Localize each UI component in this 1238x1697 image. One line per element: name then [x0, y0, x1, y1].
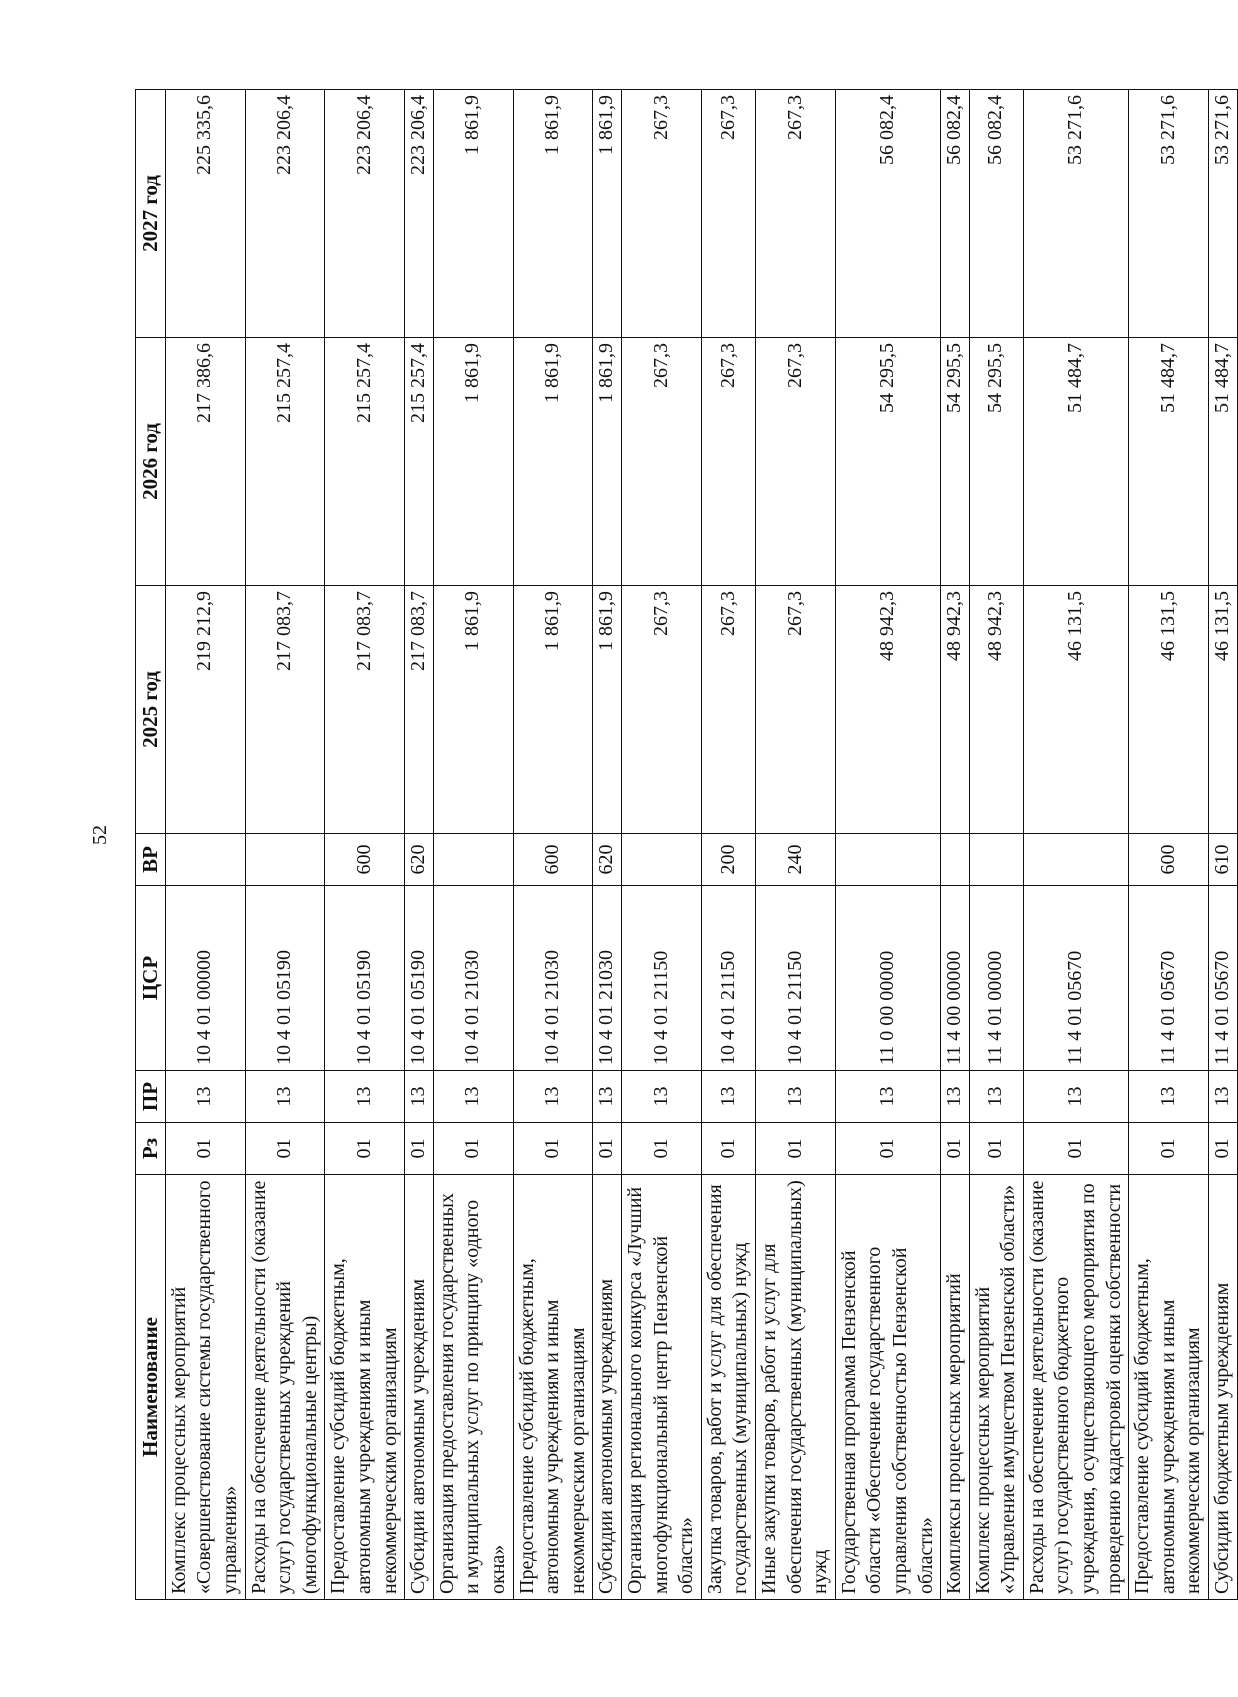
cell-csr: 10 4 01 21030: [593, 886, 622, 1071]
cell-vr: 610: [1209, 834, 1238, 886]
cell-csr: 10 4 01 05190: [405, 886, 434, 1071]
cell-pr: 13: [1023, 1071, 1128, 1123]
cell-vr: [245, 834, 325, 886]
header-2025: 2025 год: [136, 586, 166, 834]
cell-y2025: 267,3: [621, 586, 701, 834]
header-rz: Рз: [136, 1123, 166, 1175]
rotated-table-wrapper: [135, 90, 1234, 1600]
cell-pr: 13: [1209, 1071, 1238, 1123]
cell-y2027: 56 082,4: [969, 90, 1023, 338]
cell-csr: 10 4 01 21150: [755, 886, 835, 1071]
table-row: [513, 90, 593, 1600]
cell-y2027: 267,3: [701, 90, 755, 338]
cell-y2027: 267,3: [755, 90, 835, 338]
cell-pr: 13: [835, 1071, 940, 1123]
cell-y2025: 1 861,9: [593, 586, 622, 834]
cell-csr: 11 0 00 00000: [835, 886, 940, 1071]
cell-name: Комплекс процессных мероприятий «Совершенствование системы государственного управления»: [165, 1175, 245, 1600]
cell-name: Субсидии бюджетным учреждениям: [1209, 1175, 1238, 1600]
table-row: [1023, 90, 1128, 1600]
table-header-row: [136, 90, 166, 1600]
cell-y2025: 267,3: [701, 586, 755, 834]
table-row: [1209, 90, 1238, 1600]
cell-vr: 620: [593, 834, 622, 886]
cell-rz: 01: [165, 1123, 245, 1175]
header-pr: ПР: [136, 1071, 166, 1123]
cell-y2025: 267,3: [755, 586, 835, 834]
cell-vr: [165, 834, 245, 886]
cell-csr: 11 4 01 00000: [969, 886, 1023, 1071]
cell-y2027: 267,3: [621, 90, 701, 338]
cell-pr: 13: [325, 1071, 405, 1123]
cell-y2025: 217 083,7: [325, 586, 405, 834]
cell-rz: 01: [405, 1123, 434, 1175]
cell-csr: 11 4 01 05670: [1129, 886, 1209, 1071]
cell-rz: 01: [325, 1123, 405, 1175]
cell-name: Иные закупки товаров, работ и услуг для обеспечения государственных (муниципальных) нужд: [755, 1175, 835, 1600]
cell-csr: 10 4 01 21150: [621, 886, 701, 1071]
cell-pr: 13: [755, 1071, 835, 1123]
cell-y2026: 215 257,4: [245, 338, 325, 586]
table-row: [755, 90, 835, 1600]
cell-y2026: 51 484,7: [1023, 338, 1128, 586]
page-number: 52: [89, 825, 111, 845]
cell-rz: 01: [513, 1123, 593, 1175]
cell-name: Организация предоставления государственных и муниципальных услуг по принципу «одного окна»: [433, 1175, 513, 1600]
cell-y2027: 53 271,6: [1023, 90, 1128, 338]
cell-vr: [1023, 834, 1128, 886]
cell-name: Комплексы процессных мероприятий: [941, 1175, 970, 1600]
cell-y2027: 1 861,9: [513, 90, 593, 338]
cell-pr: 13: [621, 1071, 701, 1123]
cell-csr: 11 4 01 05670: [1209, 886, 1238, 1071]
cell-name: Государственная программа Пензенской области «Обеспечение государственного управления собственностью Пензенской области»: [835, 1175, 940, 1600]
cell-pr: 13: [1129, 1071, 1209, 1123]
cell-y2027: 53 271,6: [1129, 90, 1209, 338]
cell-rz: 01: [621, 1123, 701, 1175]
cell-name: Предоставление субсидий бюджетным, автономным учреждениям и иным некоммерческим организациям: [325, 1175, 405, 1600]
cell-name: Предоставление субсидий бюджетным, автономным учреждениям и иным некоммерческим организациям: [1129, 1175, 1209, 1600]
cell-y2025: 46 131,5: [1023, 586, 1128, 834]
cell-y2025: 48 942,3: [835, 586, 940, 834]
cell-y2025: 46 131,5: [1209, 586, 1238, 834]
cell-y2026: 1 861,9: [513, 338, 593, 586]
cell-csr: 10 4 01 05190: [325, 886, 405, 1071]
cell-y2026: 51 484,7: [1129, 338, 1209, 586]
header-2026: 2026 год: [136, 338, 166, 586]
cell-rz: 01: [969, 1123, 1023, 1175]
cell-rz: 01: [1129, 1123, 1209, 1175]
cell-vr: 620: [405, 834, 434, 886]
budget-table: [135, 89, 1238, 1600]
table-row: [941, 90, 970, 1600]
table-row: [969, 90, 1023, 1600]
cell-y2025: 1 861,9: [433, 586, 513, 834]
cell-pr: 13: [245, 1071, 325, 1123]
cell-pr: 13: [701, 1071, 755, 1123]
cell-vr: 240: [755, 834, 835, 886]
cell-y2026: 1 861,9: [433, 338, 513, 586]
cell-rz: 01: [1209, 1123, 1238, 1175]
cell-pr: 13: [969, 1071, 1023, 1123]
cell-vr: [835, 834, 940, 886]
cell-y2026: 51 484,7: [1209, 338, 1238, 586]
table-row: [325, 90, 405, 1600]
cell-name: Организация регионального конкурса «Лучший многофункциональный центр Пензенской области»: [621, 1175, 701, 1600]
cell-name: Расходы на обеспечение деятельности (оказание услуг) государственного бюджетного учреждения, осуществляющего мероприятия по проведению кадастровой оценки собственности: [1023, 1175, 1128, 1600]
cell-y2026: 267,3: [621, 338, 701, 586]
cell-vr: 600: [1129, 834, 1209, 886]
cell-y2026: 54 295,5: [835, 338, 940, 586]
cell-y2025: 48 942,3: [941, 586, 970, 834]
cell-y2025: 219 212,9: [165, 586, 245, 834]
cell-rz: 01: [593, 1123, 622, 1175]
cell-pr: 13: [593, 1071, 622, 1123]
cell-pr: 13: [165, 1071, 245, 1123]
cell-rz: 01: [941, 1123, 970, 1175]
cell-name: Закупка товаров, работ и услуг для обеспечения государственных (муниципальных) нужд: [701, 1175, 755, 1600]
table-row: [621, 90, 701, 1600]
cell-rz: 01: [755, 1123, 835, 1175]
cell-csr: 10 4 01 05190: [245, 886, 325, 1071]
cell-rz: 01: [835, 1123, 940, 1175]
table-row: [835, 90, 940, 1600]
cell-y2026: 217 386,6: [165, 338, 245, 586]
cell-y2027: 223 206,4: [245, 90, 325, 338]
cell-y2027: 56 082,4: [835, 90, 940, 338]
cell-name: Расходы на обеспечение деятельности (оказание услуг) государственных учреждений (многофункциональные центры): [245, 1175, 325, 1600]
cell-vr: 600: [513, 834, 593, 886]
table-body: [165, 90, 1237, 1600]
table-row: [1129, 90, 1209, 1600]
cell-y2026: 215 257,4: [405, 338, 434, 586]
table-row: [593, 90, 622, 1600]
cell-name: Комплекс процессных мероприятий «Управление имуществом Пензенской области»: [969, 1175, 1023, 1600]
cell-y2027: 1 861,9: [593, 90, 622, 338]
cell-pr: 13: [433, 1071, 513, 1123]
cell-y2025: 48 942,3: [969, 586, 1023, 834]
header-vr: ВР: [136, 834, 166, 886]
cell-vr: [433, 834, 513, 886]
cell-y2025: 1 861,9: [513, 586, 593, 834]
cell-y2027: 1 861,9: [433, 90, 513, 338]
cell-y2026: 267,3: [701, 338, 755, 586]
cell-y2027: 223 206,4: [325, 90, 405, 338]
cell-pr: 13: [513, 1071, 593, 1123]
cell-vr: [941, 834, 970, 886]
cell-vr: 600: [325, 834, 405, 886]
table-row: [405, 90, 434, 1600]
cell-csr: 11 4 01 05670: [1023, 886, 1128, 1071]
cell-y2027: 223 206,4: [405, 90, 434, 338]
cell-y2027: 56 082,4: [941, 90, 970, 338]
cell-csr: 10 4 01 21150: [701, 886, 755, 1071]
cell-vr: 200: [701, 834, 755, 886]
cell-y2027: 225 335,6: [165, 90, 245, 338]
cell-pr: 13: [941, 1071, 970, 1123]
cell-y2026: 215 257,4: [325, 338, 405, 586]
cell-rz: 01: [701, 1123, 755, 1175]
cell-y2026: 1 861,9: [593, 338, 622, 586]
cell-rz: 01: [1023, 1123, 1128, 1175]
cell-csr: 10 4 01 00000: [165, 886, 245, 1071]
cell-y2025: 217 083,7: [405, 586, 434, 834]
cell-rz: 01: [433, 1123, 513, 1175]
cell-vr: [621, 834, 701, 886]
cell-y2025: 217 083,7: [245, 586, 325, 834]
cell-name: Предоставление субсидий бюджетным, автономным учреждениям и иным некоммерческим организациям: [513, 1175, 593, 1600]
cell-y2027: 53 271,6: [1209, 90, 1238, 338]
table-row: [245, 90, 325, 1600]
header-2027: 2027 год: [136, 90, 166, 338]
table-row: [165, 90, 245, 1600]
table-row: [701, 90, 755, 1600]
cell-pr: 13: [405, 1071, 434, 1123]
cell-y2026: 267,3: [755, 338, 835, 586]
cell-vr: [969, 834, 1023, 886]
cell-y2026: 54 295,5: [941, 338, 970, 586]
cell-csr: 10 4 01 21030: [513, 886, 593, 1071]
cell-name: Субсидии автономным учреждениям: [593, 1175, 622, 1600]
cell-rz: 01: [245, 1123, 325, 1175]
cell-csr: 11 4 00 00000: [941, 886, 970, 1071]
cell-y2026: 54 295,5: [969, 338, 1023, 586]
header-name: Наименование: [136, 1175, 166, 1600]
cell-y2025: 46 131,5: [1129, 586, 1209, 834]
header-csr: ЦСР: [136, 886, 166, 1071]
cell-csr: 10 4 01 21030: [433, 886, 513, 1071]
table-row: [433, 90, 513, 1600]
cell-name: Субсидии автономным учреждениям: [405, 1175, 434, 1600]
